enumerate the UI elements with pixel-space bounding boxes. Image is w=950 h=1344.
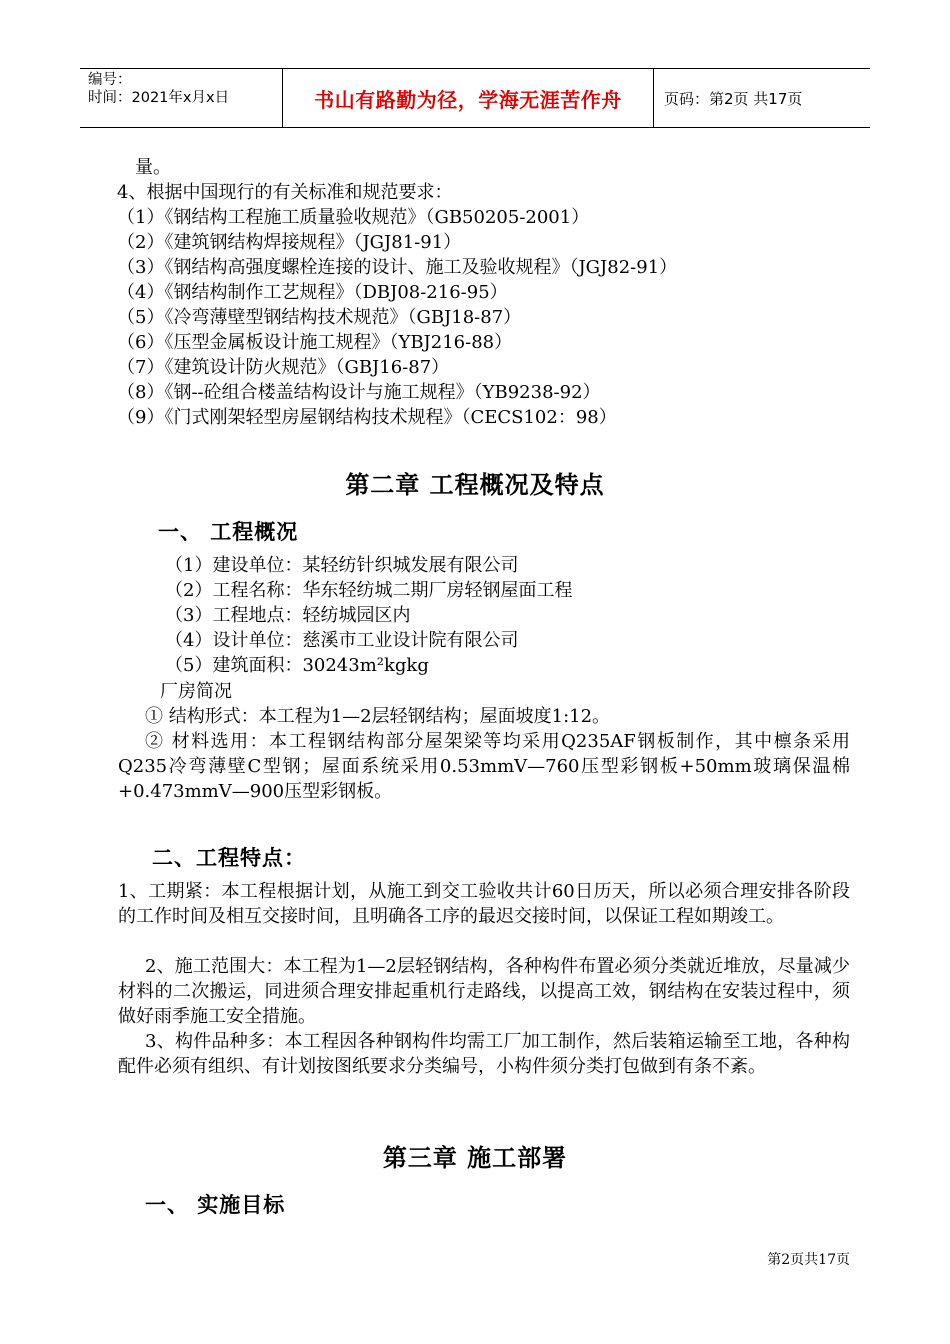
standard-item: （7）《建筑设计防火规范》（GBJ16-87） bbox=[117, 357, 450, 378]
header-motto: 书山有路勤为径，学海无涯苦作舟 bbox=[314, 87, 622, 112]
standard-item: （2）《建筑钢结构焊接规程》（JGJ81-91） bbox=[117, 232, 462, 253]
feature-paragraph: 3、构件品种多：本工程因各种钢构件均需工厂加工制作，然后装箱运输至工地，各种构配件必须有组织、有计划按图纸要求分类编号，小构件须分类打包做到有条不紊。 bbox=[118, 1031, 850, 1077]
overview-item: （3）工程地点：轻纺城园区内 bbox=[165, 605, 411, 626]
overview-item: （4）设计单位：慈溪市工业设计院有限公司 bbox=[165, 630, 519, 651]
standard-item: （3）《钢结构高强度螺栓连接的设计、施工及验收规程》（JGJ82-91） bbox=[117, 257, 678, 278]
material-selection: ② 材料选用：本工程钢结构部分屋架梁等均采用Q235AF钢板制作，其中檩条采用Q235冷弯薄壁C型钢；屋面系统采用0.53mmV—760压型彩钢板+50mm玻璃保温棉+0.473mmV—900压型彩钢板。 bbox=[118, 731, 850, 802]
overview-item: （5）建筑面积：30243m²kgkg bbox=[165, 655, 429, 676]
standard-item: （1）《钢结构工程施工质量验收规范》（GB50205-2001） bbox=[117, 207, 590, 228]
section-overview-title: 一、 工程概况 bbox=[158, 519, 299, 544]
feature-paragraph: 2、施工范围大：本工程为1—2层轻钢结构，各种构件布置必须分类就近堆放，尽量减少材料的二次搬运，同进须合理安排起重机行走路线，以提高工效，钢结构在安装过程中，须做好雨季施工安全措施。 bbox=[118, 956, 850, 1027]
intro-tail: 量。 bbox=[135, 157, 171, 178]
standards-heading: 4、根据中国现行的有关标准和规范要求： bbox=[117, 182, 453, 203]
chapter-2-title: 第二章 工程概况及特点 bbox=[345, 470, 605, 499]
standard-item: （8）《钢--砼组合楼盖结构设计与施工规程》（YB9238-92） bbox=[117, 382, 601, 403]
feature-paragraph: 1、工期紧：本工程根据计划，从施工到交工验收共计60日历天，所以必须合理安排各阶段的工作时间及相互交接时间，且明确各工序的最迟交接时间，以保证工程如期竣工。 bbox=[118, 881, 850, 927]
structure-form: ① 结构形式：本工程为1—2层轻钢结构；屋面坡度1:12。 bbox=[145, 706, 611, 727]
overview-item: （2）工程名称：华东轻纺城二期厂房轻钢屋面工程 bbox=[165, 580, 573, 601]
header-motto-cell bbox=[282, 69, 654, 127]
overview-item: （1）建设单位：某轻纺针织城发展有限公司 bbox=[165, 555, 519, 576]
factory-heading: 厂房简况 bbox=[160, 681, 232, 702]
header-meta bbox=[80, 69, 282, 127]
header-page-info: 页码：第2页 共17页 bbox=[664, 89, 803, 108]
page-header bbox=[80, 68, 870, 128]
chapter-3-title: 第三章 施工部署 bbox=[382, 1143, 568, 1172]
standard-item: （9）《门式刚架轻型房屋钢结构技术规程》（CECS102：98） bbox=[117, 407, 617, 428]
standard-item: （6）《压型金属板设计施工规程》（YBJ216-88） bbox=[117, 332, 513, 353]
standard-item: （5）《冷弯薄壁型钢结构技术规范》（GBJ18-87） bbox=[117, 307, 522, 328]
code-label: 编号： bbox=[88, 72, 132, 88]
section-features-title: 二、工程特点： bbox=[152, 845, 306, 870]
section-goals-title: 一、 实施目标 bbox=[145, 1192, 286, 1217]
standard-item: （4）《钢结构制作工艺规程》（DBJ08-216-95） bbox=[117, 282, 508, 303]
page-footer: 第2页共17页 bbox=[767, 1252, 850, 1268]
date-label: 时间：2021年x月x日 bbox=[88, 90, 230, 106]
